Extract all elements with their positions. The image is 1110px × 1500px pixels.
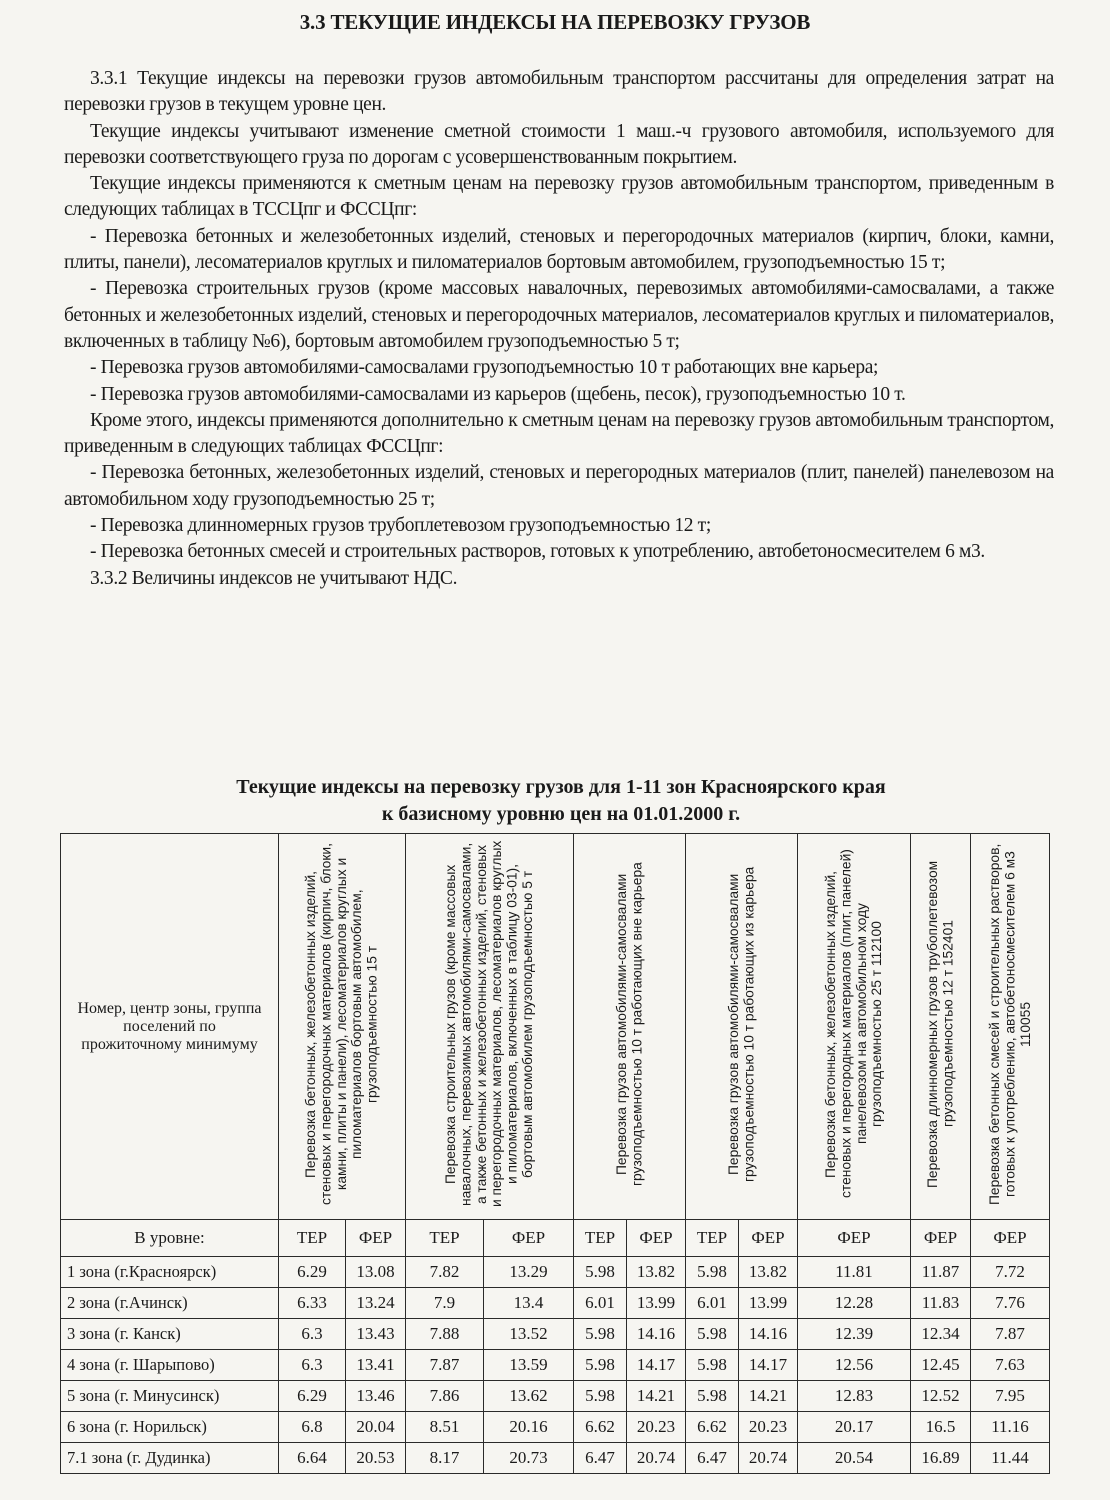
table-body — [61, 1257, 1050, 1474]
column-group-header: Перевозка бетонных, железобетонных изделий, стеновых и перегородочных материалов (кирпич, блоки, камни, плиты и панели), лесоматериалов круглых и пиломатериалов бортовым автомобилем, грузоподъемностью 15 т — [279, 834, 406, 1220]
index-value-cell: 20.04 — [346, 1412, 406, 1443]
index-value-cell: 6.62 — [686, 1412, 739, 1443]
column-group-header: Перевозка бетонных смесей и строительных растворов, готовых к употреблению, автобетоносмесителем 6 м3 110055 — [971, 834, 1050, 1220]
index-value-cell: 7.76 — [971, 1288, 1050, 1319]
index-value-cell: 7.87 — [406, 1350, 484, 1381]
list-item: - Перевозка строительных грузов (кроме массовых навалочных, перевозимых автомобилями-самосвалами, а также бетонных и железобетонных изделий, стеновых и перегородочных материалов, лесоматериалов круглых и пиломатериалов, включенных в таблицу №6), бортовым автомобилем грузоподъемностью 5 т; — [64, 278, 1054, 352]
sub-header: ФЕР — [346, 1220, 406, 1257]
index-value-cell: 5.98 — [574, 1257, 627, 1288]
index-value-cell: 14.21 — [627, 1381, 686, 1412]
index-value-cell: 6.29 — [279, 1381, 346, 1412]
column-group-header: Перевозка грузов автомобилями-самосвалами грузоподъемностью 10 т работающих вне карьера — [574, 834, 686, 1220]
zone-column-header: Номер, центр зоны, группа поселений по прожиточному минимуму — [61, 834, 279, 1220]
index-value-cell: 7.63 — [971, 1350, 1050, 1381]
list-item: - Перевозка бетонных, железобетонных изделий, стеновых и перегородных материалов (плит, панелей) панелевозом на автомобильном ходу грузоподъемностью 25 т; — [64, 462, 1054, 510]
index-value-cell: 13.82 — [627, 1257, 686, 1288]
sub-header-row — [61, 1220, 1050, 1257]
index-value-cell: 13.24 — [346, 1288, 406, 1319]
index-value-cell: 20.73 — [484, 1443, 574, 1474]
level-label: В уровне: — [61, 1220, 279, 1257]
index-value-cell: 12.28 — [798, 1288, 911, 1319]
sub-header: ТЕР — [574, 1220, 627, 1257]
index-value-cell: 20.17 — [798, 1412, 911, 1443]
section-heading: 3.3 ТЕКУЩИЕ ИНДЕКСЫ НА ПЕРЕВОЗКУ ГРУЗОВ — [299, 10, 811, 34]
index-value-cell: 11.87 — [911, 1257, 971, 1288]
paragraph: Текущие индексы применяются к сметным ценам на перевозку грузов автомобильным транспортом, приведенным в следующих таблицах в ТССЦпг и ФССЦпг: — [64, 173, 1054, 221]
list-item: - Перевозка бетонных и железобетонных изделий, стеновых и перегородочных материалов (кирпич, блоки, камни, плиты, панели), лесоматериалов круглых и пиломатериалов бортовым автомобилем, грузоподъемностью 15 т; — [64, 225, 1054, 274]
table-header-row — [61, 834, 1050, 1220]
column-group-header: Перевозка строительных грузов (кроме массовых навалочных, перевозимых автомобилями-самосвалами, а также бетонных и железобетонных изделий, стеновых и перегородочных материалов, лесоматериалов круглых и пиломатериалов, включенных в таблицу 03-01), бортовым автомобилем грузоподъемностью 5 т — [406, 834, 574, 1220]
zone-cell: 7.1 зона (г. Дудинка) — [61, 1443, 279, 1474]
table-row — [61, 1381, 1050, 1412]
index-value-cell: 20.23 — [627, 1412, 686, 1443]
list-item: - Перевозка длинномерных грузов трубоплетевозом грузоподъемностью 12 т; — [90, 515, 711, 537]
sub-header: ФЕР — [739, 1220, 798, 1257]
list-item: - Перевозка бетонных смесей и строительных растворов, готовых к употреблению, автобетоносмесителем 6 м3. — [90, 541, 985, 563]
paragraph: Текущие индексы учитывают изменение сметной стоимости 1 маш.-ч грузового автомобиля, используемого для перевозки соответствующего груза по дорогам с усовершенствованным покрытием. — [64, 120, 1054, 168]
zone-cell: 2 зона (г.Ачинск) — [61, 1288, 279, 1319]
index-value-cell: 12.34 — [911, 1319, 971, 1350]
zone-cell: 1 зона (г.Красноярск) — [61, 1257, 279, 1288]
index-value-cell: 7.82 — [406, 1257, 484, 1288]
index-value-cell: 20.16 — [484, 1412, 574, 1443]
index-value-cell: 11.83 — [911, 1288, 971, 1319]
index-value-cell: 6.8 — [279, 1412, 346, 1443]
list-item: - Перевозка грузов автомобилями-самосвалами грузоподъемностью 10 т работающих вне карьера; — [90, 357, 879, 379]
index-value-cell: 5.98 — [686, 1319, 739, 1350]
index-value-cell: 6.47 — [574, 1443, 627, 1474]
index-value-cell: 13.99 — [627, 1288, 686, 1319]
index-value-cell: 13.41 — [346, 1350, 406, 1381]
index-value-cell: 13.46 — [346, 1381, 406, 1412]
index-value-cell: 5.98 — [574, 1319, 627, 1350]
column-group-header: Перевозка грузов автомобилями-самосвалами грузоподъемностью 10 т работающих из карьера — [686, 834, 798, 1220]
index-value-cell: 6.64 — [279, 1443, 346, 1474]
index-value-cell: 11.44 — [971, 1443, 1050, 1474]
index-value-cell: 8.17 — [406, 1443, 484, 1474]
index-value-cell: 6.47 — [686, 1443, 739, 1474]
index-value-cell: 20.74 — [627, 1443, 686, 1474]
sub-header: ТЕР — [279, 1220, 346, 1257]
table-row — [61, 1350, 1050, 1381]
index-value-cell: 6.01 — [686, 1288, 739, 1319]
index-value-cell: 14.17 — [739, 1350, 798, 1381]
table-row — [61, 1319, 1050, 1350]
index-value-cell: 13.4 — [484, 1288, 574, 1319]
index-value-cell: 7.86 — [406, 1381, 484, 1412]
index-value-cell: 11.81 — [798, 1257, 911, 1288]
index-value-cell: 7.95 — [971, 1381, 1050, 1412]
index-value-cell: 14.16 — [739, 1319, 798, 1350]
table-title-line2: к базисному уровню цен на 01.01.2000 г. — [381, 803, 741, 825]
index-value-cell: 6.3 — [279, 1350, 346, 1381]
index-value-cell: 5.98 — [686, 1350, 739, 1381]
sub-header: ФЕР — [627, 1220, 686, 1257]
index-value-cell: 12.39 — [798, 1319, 911, 1350]
index-value-cell: 6.3 — [279, 1319, 346, 1350]
index-value-cell: 13.82 — [739, 1257, 798, 1288]
index-value-cell: 13.62 — [484, 1381, 574, 1412]
index-value-cell: 5.98 — [686, 1381, 739, 1412]
index-value-cell: 16.5 — [911, 1412, 971, 1443]
sub-header: ФЕР — [911, 1220, 971, 1257]
column-group-header: Перевозка бетонных, железобетонных изделий, стеновых и перегородных материалов (плит, панелей) панелевозом на автомобильном ходу грузоподъемностью 25 т 112100 — [798, 834, 911, 1220]
index-value-cell: 13.08 — [346, 1257, 406, 1288]
index-value-cell: 5.98 — [574, 1381, 627, 1412]
index-value-cell: 12.45 — [911, 1350, 971, 1381]
index-value-cell: 16.89 — [911, 1443, 971, 1474]
zone-cell: 5 зона (г. Минусинск) — [61, 1381, 279, 1412]
index-value-cell: 5.98 — [686, 1257, 739, 1288]
index-value-cell: 7.87 — [971, 1319, 1050, 1350]
index-value-cell: 13.59 — [484, 1350, 574, 1381]
zone-cell: 3 зона (г. Канск) — [61, 1319, 279, 1350]
column-group-header: Перевозка длинномерных грузов трубоплетевозом грузоподъемностью 12 т 152401 — [911, 834, 971, 1220]
sub-header: ТЕР — [406, 1220, 484, 1257]
index-value-cell: 5.98 — [574, 1350, 627, 1381]
sub-header: ФЕР — [484, 1220, 574, 1257]
index-value-cell: 7.72 — [971, 1257, 1050, 1288]
body-text — [64, 66, 1054, 592]
index-value-cell: 14.16 — [627, 1319, 686, 1350]
sub-header: ФЕР — [798, 1220, 911, 1257]
index-value-cell: 6.29 — [279, 1257, 346, 1288]
table-row — [61, 1443, 1050, 1474]
zone-cell: 4 зона (г. Шарыпово) — [61, 1350, 279, 1381]
table-row — [61, 1257, 1050, 1288]
paragraph: 3.3.2 Величины индексов не учитывают НДС. — [90, 567, 458, 589]
table-title — [0, 774, 1110, 828]
index-value-cell: 7.9 — [406, 1288, 484, 1319]
index-value-cell: 20.53 — [346, 1443, 406, 1474]
table-row — [61, 1412, 1050, 1443]
index-value-cell: 12.56 — [798, 1350, 911, 1381]
list-item: - Перевозка грузов автомобилями-самосвалами из карьеров (щебень, песок), грузоподъемностью 10 т. — [90, 383, 906, 405]
index-value-cell: 13.43 — [346, 1319, 406, 1350]
index-value-cell: 13.99 — [739, 1288, 798, 1319]
index-value-cell: 14.21 — [739, 1381, 798, 1412]
table-row — [61, 1288, 1050, 1319]
index-value-cell: 20.74 — [739, 1443, 798, 1474]
table-title-line1: Текущие индексы на перевозку грузов для 1-11 зон Красноярского края — [236, 776, 886, 798]
index-value-cell: 14.17 — [627, 1350, 686, 1381]
index-value-cell: 6.01 — [574, 1288, 627, 1319]
index-value-cell: 8.51 — [406, 1412, 484, 1443]
index-value-cell: 6.33 — [279, 1288, 346, 1319]
sub-header: ТЕР — [686, 1220, 739, 1257]
index-value-cell: 13.29 — [484, 1257, 574, 1288]
sub-header: ФЕР — [971, 1220, 1050, 1257]
index-value-cell: 11.16 — [971, 1412, 1050, 1443]
index-value-cell: 7.88 — [406, 1319, 484, 1350]
index-value-cell: 12.83 — [798, 1381, 911, 1412]
index-value-cell: 20.23 — [739, 1412, 798, 1443]
index-value-cell: 13.52 — [484, 1319, 574, 1350]
index-value-cell: 6.62 — [574, 1412, 627, 1443]
index-value-cell: 20.54 — [798, 1443, 911, 1474]
zone-cell: 6 зона (г. Норильск) — [61, 1412, 279, 1443]
paragraph: 3.3.1 Текущие индексы на перевозки грузов автомобильным транспортом рассчитаны для определения затрат на перевозки грузов в текущем уровне цен. — [64, 68, 1054, 116]
index-value-cell: 12.52 — [911, 1381, 971, 1412]
index-table — [60, 833, 1050, 1474]
paragraph: Кроме этого, индексы применяются дополнительно к сметным ценам на перевозку грузов автомобильным транспортом, приведенным в следующих таблицах ФССЦпг: — [64, 409, 1054, 458]
